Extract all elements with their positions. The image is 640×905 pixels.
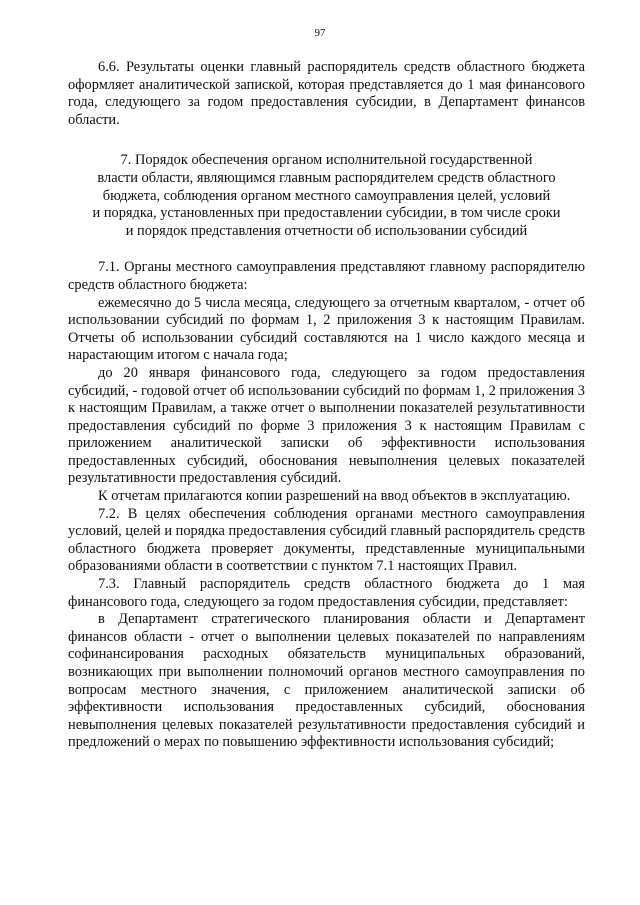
paragraph-7-1-copies: К отчетам прилагаются копии разрешений на ввод объектов в эксплуатацию. xyxy=(98,488,571,505)
paragraph-7-1-monthly: ежемесячно до 5 числа месяца, следующего за отчетным кварталом, - отчет об использовании субсидий по формам 1, 2 приложения 3 к настоящим Правилам. Отчеты об использовании субсидий составляются на 1 число каждого месяца и нарастающим итогом с начала года; xyxy=(68,294,585,364)
page-number: 97 xyxy=(314,27,326,39)
paragraph-7-1-annual: до 20 января финансового года, следующего за годом предоставления субсидий, - годовой отчет об использовании субсидий по формам 1, 2 приложения 3 к настоящим Правилам, а также отчет о выполнении показателей результативности предоставления субсидий по форме 3 приложения 3 к настоящим Правилам с приложением аналитической записки об эффективности использования предоставленных субсидий, обоснования невыполнения целевых показателей результативности предоставления субсидий. xyxy=(68,364,585,487)
section-7-heading xyxy=(68,152,585,240)
paragraph-7-3: 7.3. Главный распорядитель средств областного бюджета до 1 мая финансового года, следующего за годом предоставления субсидии, представляет: xyxy=(68,576,585,610)
paragraph-7-1: 7.1. Органы местного самоуправления представляют главному распорядителю средств областного бюджета: xyxy=(68,259,585,293)
heading-line: и порядка, установленных при предоставлении субсидии, в том числе сроки xyxy=(92,205,561,222)
paragraph-7-3-department: в Департамент стратегического планирования области и Департамент финансов области - отчет о выполнении целевых показателей по направлениям софинансирования расходных обязательств муниципальных образований, возникающих при выполнении полномочий органов местного самоуправления по вопросам местного значения, с приложением аналитической записки об эффективности использования предоставленных субсидий, обоснования невыполнения целевых показателей результативности предоставления субсидий и предложений о мерах по повышению эффективности использования субсидий; xyxy=(68,611,585,751)
page-content xyxy=(68,59,585,752)
heading-line: власти области, являющимся главным распорядителем средств областного xyxy=(97,169,556,186)
heading-line: бюджета, соблюдения органом местного самоуправления целей, условий xyxy=(102,187,551,204)
paragraph-6-6: 6.6. Результаты оценки главный распорядитель средств областного бюджета оформляет аналитической запиской, которая представляется до 1 мая финансового года, следующего за годом предоставления субсидии, в Департамент финансов области. xyxy=(68,59,585,128)
heading-line: и порядок представления отчетности об использовании субсидий xyxy=(125,222,528,239)
paragraph-7-2: 7.2. В целях обеспечения соблюдения органами местного самоуправления условий, целей и порядка предоставления субсидий главный распорядитель средств областного бюджета проверяет документы, представленные муниципальными образованиями области в соответствии с пунктом 7.1 настоящих Правил. xyxy=(68,505,585,575)
heading-line: 7. Порядок обеспечения органом исполнительной государственной xyxy=(120,152,533,169)
